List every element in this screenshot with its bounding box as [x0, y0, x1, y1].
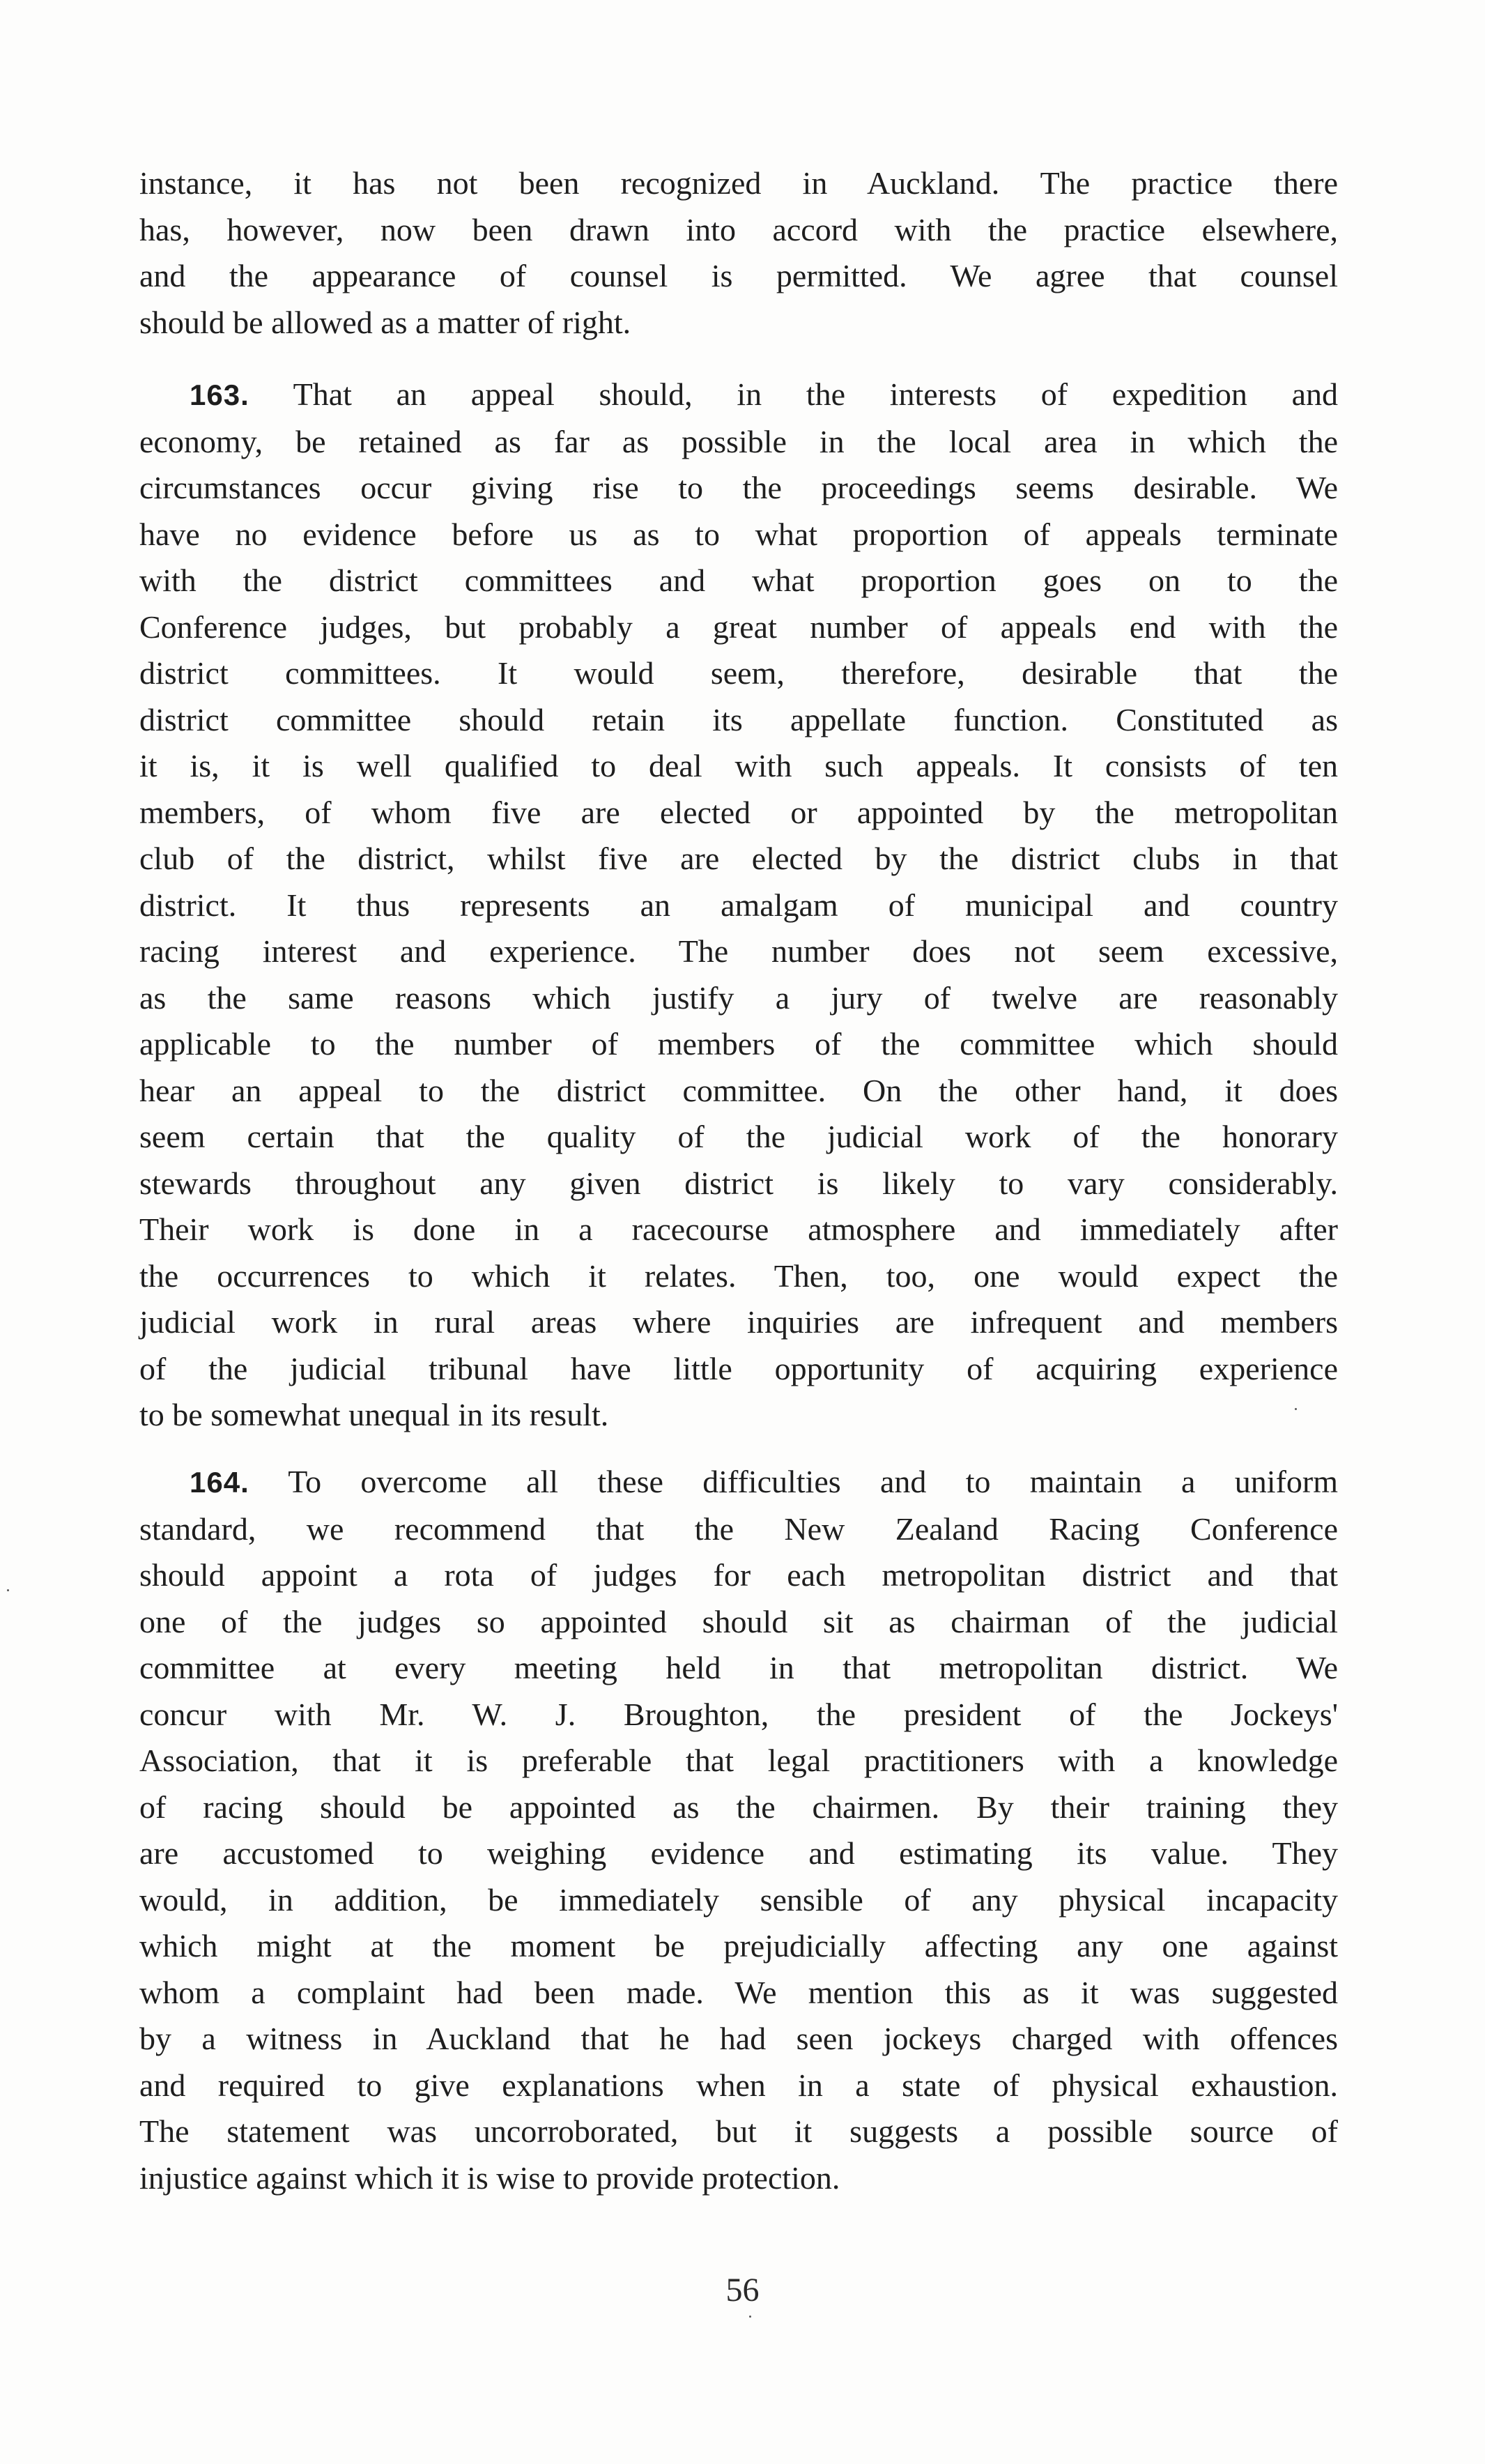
scan-speck: [7, 1589, 9, 1591]
text-line-first: [139, 372, 1338, 419]
text-line: should appoint a rota of judges for each metropolitan district and that: [139, 1557, 1338, 1593]
scan-speck: [1295, 1408, 1297, 1410]
scan-speck: [749, 2316, 751, 2318]
text-line: as the same reasons which justify a jury of twelve are reasonably: [139, 979, 1338, 1016]
text-line: of racing should be appointed as the chairmen. By their training they: [139, 1789, 1338, 1825]
text-line: and the appearance of counsel is permitted. We agree that counsel: [139, 258, 1338, 293]
text-line: applicable to the number of members of the committee which should: [139, 1026, 1338, 1062]
text-line: it is, it is well qualified to deal with such appeals. It consists of ten: [139, 748, 1338, 783]
text-line-first: [139, 1459, 1338, 1506]
text-line: members, of whom five are elected or appointed by the metropolitan: [139, 794, 1338, 830]
text-line: Their work is done in a racecourse atmosphere and immediately after: [139, 1211, 1338, 1247]
text-line: seem certain that the quality of the judicial work of the honorary: [139, 1119, 1338, 1154]
text-line: economy, be retained as far as possible in the local area in which the: [139, 423, 1338, 459]
text-line: district committee should retain its appellate function. Constituted as: [139, 701, 1338, 737]
text-line: injustice against which it is wise to provide protection.: [139, 2159, 840, 2196]
paragraph-continued: [139, 160, 1338, 346]
text-line: hear an appeal to the district committee. On the other hand, it does: [139, 1072, 1338, 1108]
text-line: should be allowed as a matter of right.: [139, 304, 631, 340]
text-line: the occurrences to which it relates. Then, too, one would expect the: [139, 1257, 1338, 1294]
text-line: by a witness in Auckland that he had seen jockeys charged with offences: [139, 2021, 1338, 2056]
text-line: whom a complaint had been made. We mention this as it was suggested: [139, 1974, 1338, 2010]
text-line: standard, we recommend that the New Zealand Racing Conference: [139, 1510, 1338, 1547]
text-line: of the judicial tribunal have little opportunity of acquiring experience: [139, 1350, 1338, 1386]
text-line: club of the district, whilst five are elected by the district clubs in that: [139, 841, 1338, 876]
text-line: To overcome all these difficulties and to maintain a uniform: [288, 1464, 1338, 1499]
text-line: have no evidence before us as to what proportion of appeals terminate: [139, 516, 1338, 552]
page-number: 56: [725, 2272, 760, 2309]
text-line: and required to give explanations when in a state of physical exhaustion.: [139, 2067, 1338, 2103]
text-line: stewards throughout any given district is likely to vary considerably.: [139, 1165, 1338, 1201]
paragraph-163: [139, 372, 1338, 1439]
text-line: judicial work in rural areas where inquiries are infrequent and members: [139, 1304, 1338, 1340]
text-line: to be somewhat unequal in its result.: [139, 1397, 609, 1432]
text-line: circumstances occur giving rise to the proceedings seems desirable. We: [139, 470, 1338, 505]
text-line: Conference judges, but probably a great number of appeals end with the: [139, 609, 1338, 645]
text-line: That an appeal should, in the interests of expedition and: [293, 376, 1339, 412]
text-line: which might at the moment be prejudicially affecting any one against: [139, 1928, 1338, 1964]
text-line: has, however, now been drawn into accord with the practice elsewhere,: [139, 211, 1338, 247]
paragraph-number: 164.: [190, 1466, 249, 1499]
text-line: racing interest and experience. The number does not seem excessive,: [139, 933, 1338, 969]
text-line: district committees. It would seem, therefore, desirable that the: [139, 655, 1338, 691]
text-line: committee at every meeting held in that metropolitan district. We: [139, 1650, 1338, 1685]
text-line: instance, it has not been recognized in Auckland. The practice there: [139, 165, 1338, 201]
paragraph-number: 163.: [190, 378, 249, 411]
text-line: Association, that it is preferable that legal practitioners with a knowledge: [139, 1743, 1338, 1778]
text-line: concur with Mr. W. J. Broughton, the president of the Jockeys': [139, 1696, 1338, 1732]
paragraph-164: [139, 1459, 1338, 2201]
text-line: would, in addition, be immediately sensible of any physical incapacity: [139, 1881, 1338, 1918]
text-line: The statement was uncorroborated, but it suggests a possible source of: [139, 2113, 1338, 2149]
text-line: one of the judges so appointed should sit as chairman of the judicial: [139, 1603, 1338, 1639]
text-line: with the district committees and what proportion goes on to the: [139, 563, 1338, 598]
text-line: district. It thus represents an amalgam of municipal and country: [139, 887, 1338, 923]
text-line: are accustomed to weighing evidence and estimating its value. They: [139, 1835, 1338, 1871]
